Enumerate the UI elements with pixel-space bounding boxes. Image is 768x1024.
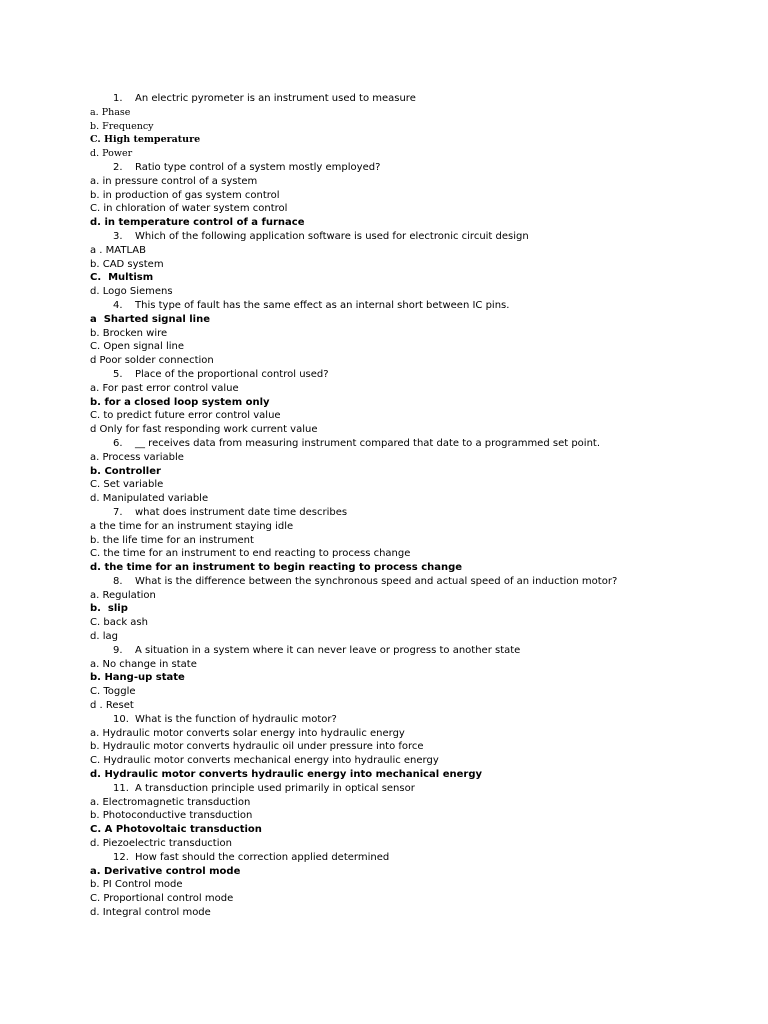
answer-option: d Poor solder connection — [90, 355, 214, 367]
answer-option: b. Photoconductive transduction — [90, 810, 253, 822]
answer-option-correct: a. Derivative control mode — [90, 865, 241, 877]
answer-option: d Only for fast responding work current value — [90, 424, 318, 436]
question-number: 2. — [113, 161, 123, 173]
answer-option: a. Regulation — [90, 589, 156, 601]
question-block — [90, 851, 730, 920]
question-text: A situation in a system where it can never leave or progress to another state — [135, 644, 521, 656]
question-line — [90, 575, 730, 589]
answer-option-correct: b. Controller — [90, 465, 161, 477]
answer-option: a. Electromagnetic transduction — [90, 796, 251, 808]
answer-option-correct: d. Hydraulic motor converts hydraulic energy into mechanical energy — [90, 769, 482, 781]
answer-option: C. Hydraulic motor converts mechanical energy into hydraulic energy — [90, 755, 439, 767]
question-text: How fast should the correction applied determined — [135, 851, 390, 863]
answer-option: C. to predict future error control value — [90, 410, 281, 422]
answer-option: a. Process variable — [90, 451, 184, 463]
answer-option: a . MATLAB — [90, 244, 146, 256]
answer-option: d. Integral control mode — [90, 907, 211, 919]
answer-option: C. Proportional control mode — [90, 893, 234, 905]
question-text: An electric pyrometer is an instrument used to measure — [135, 93, 416, 104]
question-block — [90, 368, 730, 437]
question-list — [90, 92, 730, 920]
question-block — [90, 713, 730, 782]
answer-option: b. CAD system — [90, 258, 164, 270]
question-line — [90, 713, 730, 727]
answer-option: b. in production of gas system control — [90, 189, 280, 201]
answer-option: a. in pressure control of a system — [90, 175, 258, 187]
answer-option: a. For past error control value — [90, 382, 239, 394]
answer-option: d. lag — [90, 631, 118, 643]
answer-option: C. back ash — [90, 617, 148, 629]
question-text: Which of the following application software is used for electronic circuit design — [135, 230, 529, 242]
question-text: A transduction principle used primarily in optical sensor — [135, 782, 415, 794]
question-block — [90, 437, 730, 506]
question-line — [90, 437, 730, 451]
question-block — [90, 161, 730, 230]
question-text: what does instrument date time describes — [135, 506, 348, 518]
question-text: This type of fault has the same effect as an internal short between IC pins. — [135, 299, 510, 311]
answer-option: a. Hydraulic motor converts solar energy into hydraulic energy — [90, 727, 405, 739]
answer-option: a. No change in state — [90, 658, 197, 670]
answer-option: d. Piezoelectric transduction — [90, 838, 232, 850]
question-text: Place of the proportional control used? — [135, 368, 329, 380]
question-number: 7. — [113, 506, 123, 518]
question-number: 5. — [113, 368, 123, 380]
answer-option: d . Reset — [90, 700, 134, 712]
answer-option-correct: b. Hang-up state — [90, 672, 185, 684]
answer-option: b. Brocken wire — [90, 327, 168, 339]
answer-option-correct: d. the time for an instrument to begin reacting to process change — [90, 562, 463, 574]
question-number: 8. — [113, 575, 123, 587]
answer-option: a the time for an instrument staying idle — [90, 520, 294, 532]
question-number: 9. — [113, 644, 123, 656]
answer-option-correct: b. slip — [90, 603, 128, 615]
answer-option: C. Toggle — [90, 686, 136, 698]
question-line — [90, 230, 730, 244]
answer-option: C. Open signal line — [90, 341, 185, 353]
answer-option: b. Hydraulic motor converts hydraulic oil under pressure into force — [90, 741, 424, 753]
question-number: 10. — [113, 713, 129, 725]
question-block — [90, 92, 730, 161]
question-number: 11. — [113, 782, 129, 794]
question-block — [90, 782, 730, 851]
question-text: What is the difference between the synchronous speed and actual speed of an induction motor? — [135, 575, 618, 587]
question-line — [90, 161, 730, 175]
question-number: 6. — [113, 437, 123, 449]
answer-option-correct: d. in temperature control of a furnace — [90, 217, 305, 229]
question-line — [90, 851, 730, 865]
question-text: Ratio type control of a system mostly employed? — [135, 161, 381, 173]
question-number: 12. — [113, 851, 129, 863]
answer-option: b. Frequency — [90, 120, 154, 132]
question-block — [90, 230, 730, 299]
answer-option-correct: b. for a closed loop system only — [90, 396, 270, 408]
answer-option-correct: C. High temperature — [90, 134, 201, 146]
question-line — [90, 299, 730, 313]
question-block — [90, 506, 730, 575]
question-number: 1. — [113, 93, 123, 104]
question-block — [90, 575, 730, 644]
answer-option: d. Manipulated variable — [90, 493, 209, 505]
answer-option-correct: C. A Photovoltaic transduction — [90, 824, 262, 836]
question-line — [90, 782, 730, 796]
question-line — [90, 644, 730, 658]
question-number: 3. — [113, 230, 123, 242]
answer-option-correct: a Sharted signal line — [90, 313, 210, 325]
question-line — [90, 506, 730, 520]
answer-option: C. in chloration of water system control — [90, 203, 288, 215]
answer-option: b. PI Control mode — [90, 879, 183, 891]
question-text: __ receives data from measuring instrument compared that date to a programmed set point. — [135, 437, 601, 449]
question-block — [90, 299, 730, 368]
answer-option: a. Phase — [90, 106, 131, 118]
answer-option: d. Power — [90, 148, 133, 160]
question-block — [90, 644, 730, 713]
question-number: 4. — [113, 299, 123, 311]
answer-option: C. the time for an instrument to end reacting to process change — [90, 548, 411, 560]
answer-option: b. the life time for an instrument — [90, 534, 254, 546]
question-text: What is the function of hydraulic motor? — [135, 713, 337, 725]
question-line — [90, 92, 730, 106]
answer-option: C. Set variable — [90, 479, 164, 491]
answer-option-correct: C. Multism — [90, 272, 154, 284]
answer-option: d. Logo Siemens — [90, 286, 173, 298]
question-line — [90, 368, 730, 382]
